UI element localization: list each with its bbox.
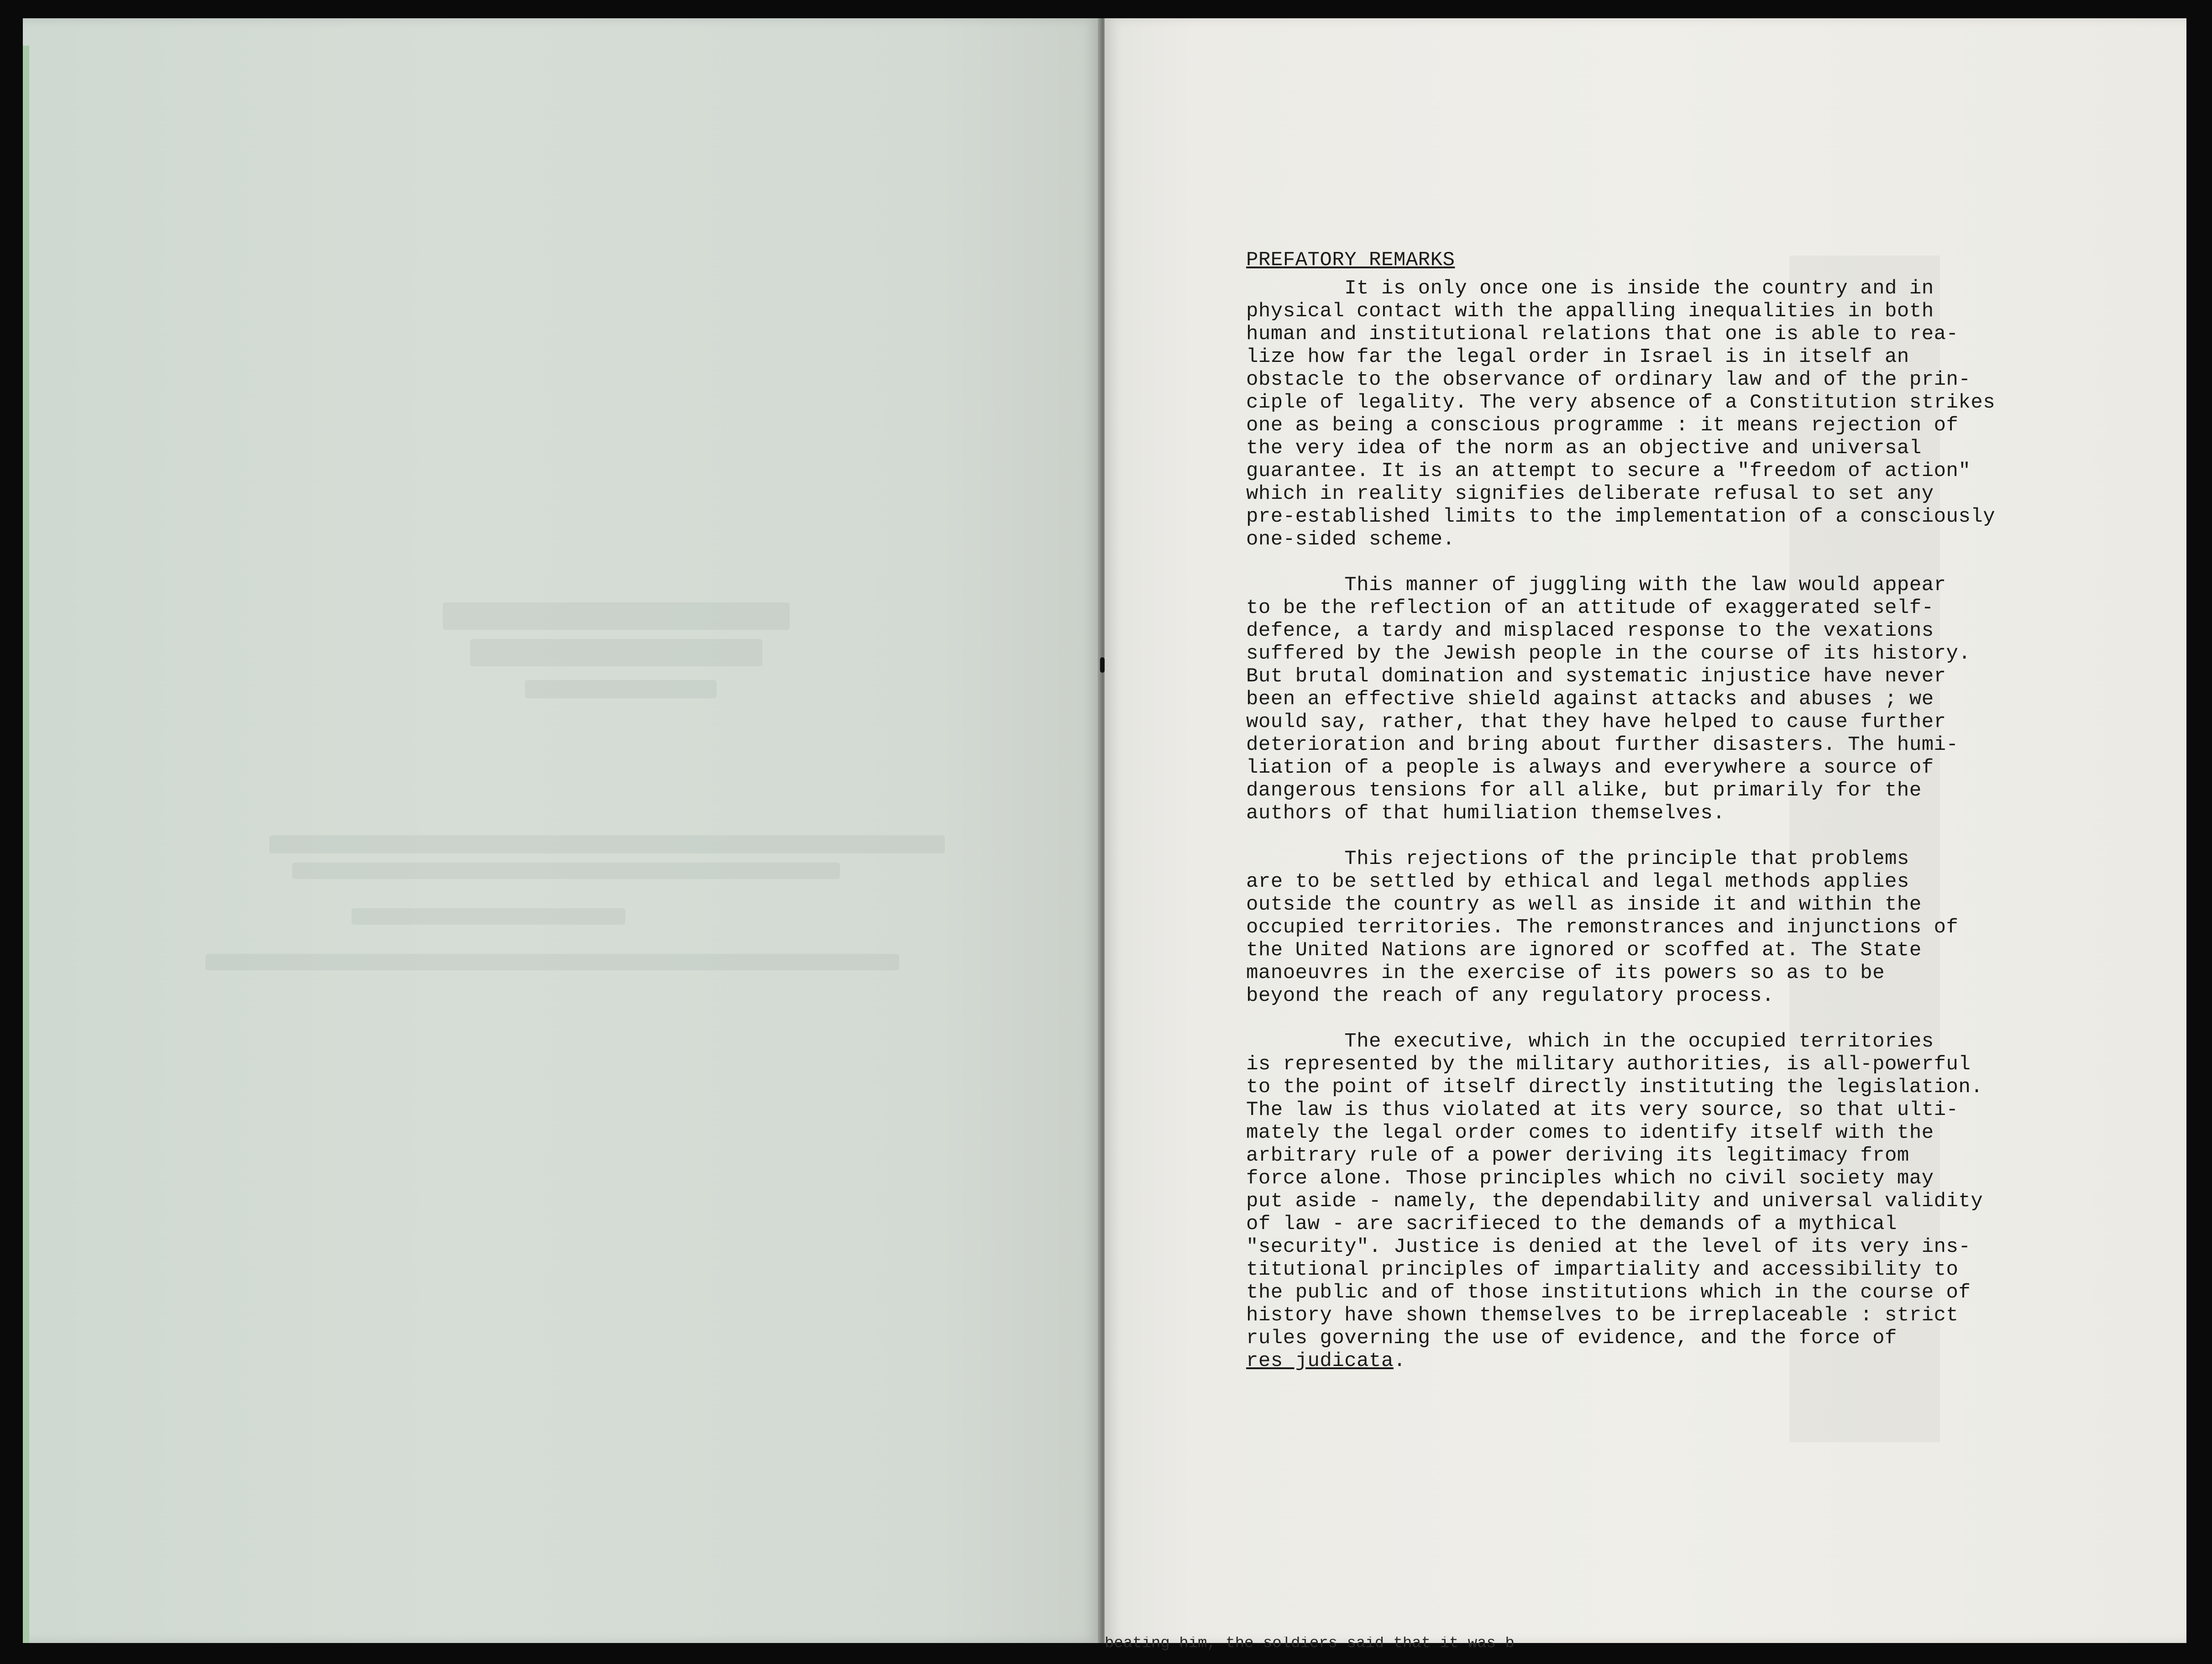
- paragraph-4-text: The executive, which in the occupied territories is represented by the military authorities, is all-powerful to the point of itself directly instituting the legislation. The law is thus violated at its very source, so that ulti- mately the legal order comes to identify itself with the arbitrary rule of a power deriving its legitimacy from force alone. Those principles which no civil society may put aside - namely, the dependability and universal validity of law - are sacrifieced to the demands of a mythical "security". Justice is denied at the level of its very ins- titutional principles of impartiality and accessibility to the public and of those institutions which in the course of history have shown themselves to be irreplaceable : strict rules governing the use of evidence, and the force of: [1246, 1030, 1983, 1350]
- left-page: [23, 18, 1100, 1643]
- binding-hole: [1100, 657, 1105, 673]
- paragraph-3: This rejections of the principle that problems are to be settled by ethical and legal methods applies outside the country as well as inside it and within the occupied territories. The remonstrances and injunctions of the United Nations are ignored or scoffed at. The State manoeuvres in the exercise of its powers so as to be beyond the reach of any regulatory process.: [1246, 848, 1959, 1007]
- paragraph-2: This manner of juggling with the law would appear to be the reflection of an attitude of exaggerated self- defence, a tardy and misplaced response to the vexations suffered by the Jewish people in the course of its history. But brutal domination and systematic injustice have never been an effective shield against attacks and abuses ; we would say, rather, that they have helped to cause further deterioration and bring about further disasters. The humi- liation of a people is always and everywhere a source of dangerous tensions for all alike, but primarily for the authors of that humiliation themselves.: [1246, 574, 1971, 825]
- bleed-through-area: [205, 589, 981, 999]
- final-period: .: [1393, 1350, 1406, 1372]
- page-edge: [23, 46, 29, 1643]
- res-judicata-term: res judicata: [1246, 1350, 1394, 1372]
- paragraph-4: [1246, 1030, 2095, 1372]
- paragraph-1: It is only once one is inside the country and in physical contact with the appalling inequalities in both human and institutional relations that one is able to rea- lize how far the legal order in Israel is in itself an obstacle to the observance of ordinary law and of the prin- ciple of legality. The very absence of a Constitution strikes one as being a conscious programme : it means rejection of the very idea of the norm as an objective and universal guarantee. It is an attempt to secure a "freedom of action" which in reality signifies deliberate refusal to set any pre-established limits to the implementation of a consciously one-sided scheme.: [1246, 277, 1996, 551]
- section-heading: PREFATORY REMARKS: [1246, 249, 1455, 272]
- next-page-snippet: beating him, the soldiers said that it was b: [1105, 1637, 1515, 1650]
- page-text: [1246, 249, 2095, 1372]
